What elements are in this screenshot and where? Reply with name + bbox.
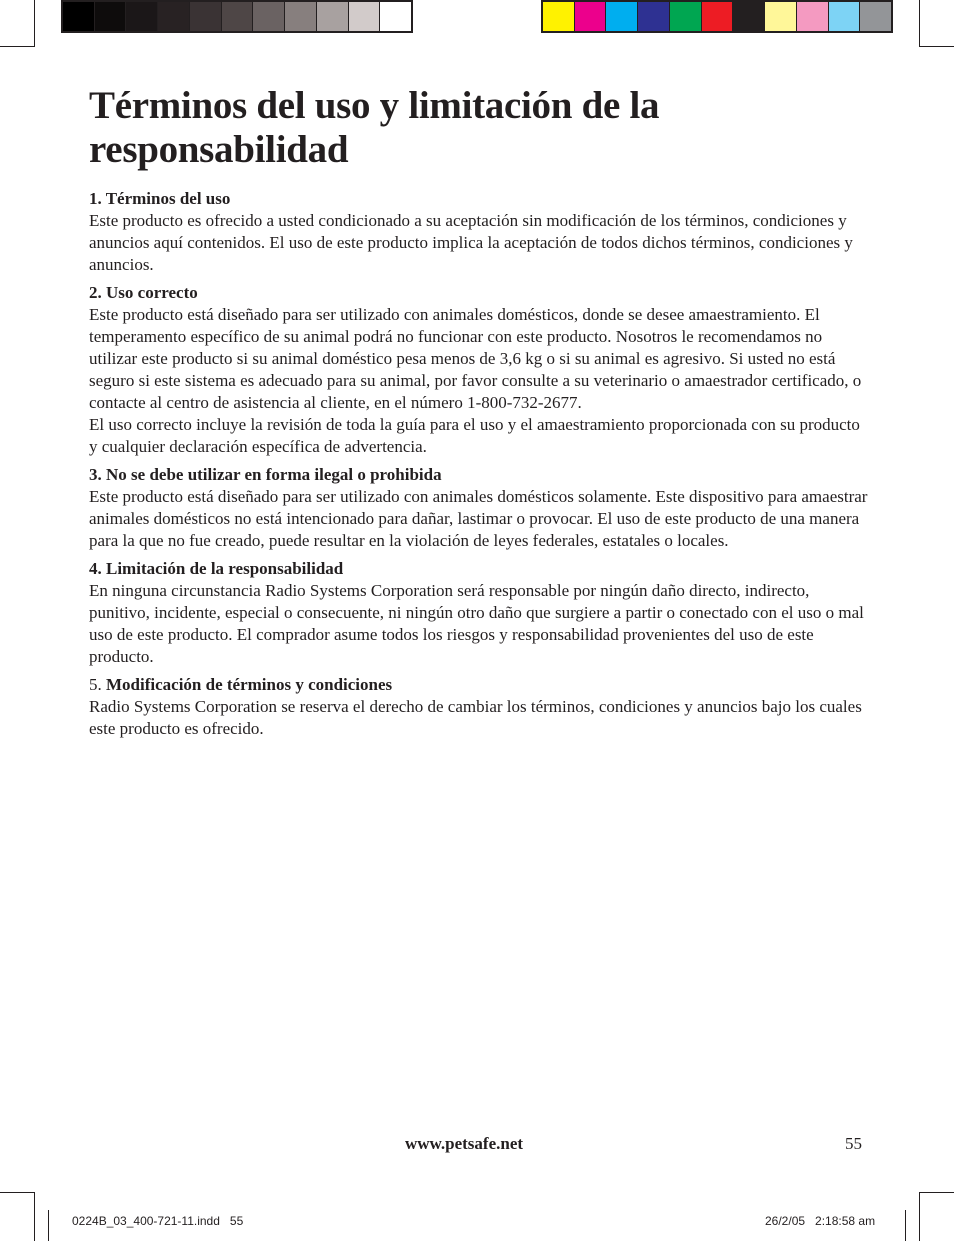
- slug-timestamp: 26/2/05 2:18:58 am: [765, 1214, 876, 1228]
- section-paragraph: Este producto está diseñado para ser utilizado con animales domésticos, donde se desee amaestramiento. El temperamento específico de su animal podrá no funcionar con este producto. Nosotros le recomendamos no utilizar este producto si su animal doméstico pesa menos de 3,6 kg o si su animal es agresivo. Si usted no está seguro si este sistema es adecuado para su animal, por favor consulte a su veterinario o amaestrador certificado, o contacte al centro de asistencia al cliente, en el número 1-800-732-2677.: [89, 305, 862, 412]
- crop-mark: [48, 1210, 49, 1241]
- section-heading-text: No se debe utilizar en forma ilegal o prohibida: [106, 465, 442, 484]
- color-swatch: [764, 2, 796, 31]
- section-heading: [89, 464, 869, 486]
- gray-swatch: [221, 2, 253, 31]
- color-swatch: [859, 2, 891, 31]
- section-heading: [89, 674, 869, 696]
- color-swatch: [732, 2, 764, 31]
- section-number: 1.: [89, 189, 102, 208]
- section-heading-text: Términos del uso: [105, 189, 231, 208]
- section-paragraph: Este producto es ofrecido a usted condicionado a su aceptación sin modificación de los términos, condiciones y anuncios aquí contenidos. El uso de este producto implica la aceptación de todos dichos términos, condiciones y anuncios.: [89, 211, 853, 274]
- color-swatch: [637, 2, 669, 31]
- section-heading-text: Uso correcto: [106, 283, 198, 302]
- section-paragraph: El uso correcto incluye la revisión de toda la guía para el uso y el amaestramiento proporcionada con su producto y cualquier declaración específica de advertencia.: [89, 415, 860, 456]
- section-heading: [89, 282, 869, 304]
- section-heading: [89, 188, 869, 210]
- gray-swatch: [252, 2, 284, 31]
- gray-swatch: [94, 2, 126, 31]
- gray-swatch: [284, 2, 316, 31]
- section-paragraph: En ninguna circunstancia Radio Systems Corporation será responsable por ningún daño directo, indirecto, punitivo, incidente, especial o consecuente, ni ningún otro daño que surgiere a partir o conectado con el uso o mal uso de este producto. El comprador asume todos los riesgos y responsabilidad provenientes del uso de este producto.: [89, 581, 864, 666]
- section: [89, 464, 869, 552]
- color-calibration-bar: [541, 0, 893, 33]
- crop-mark: [919, 0, 920, 47]
- color-swatch: [543, 2, 574, 31]
- crop-mark: [905, 1210, 906, 1241]
- section: [89, 558, 869, 668]
- color-swatch: [605, 2, 637, 31]
- section-heading-text: Limitación de la responsabilidad: [106, 559, 344, 578]
- section: [89, 282, 869, 458]
- section-number: 4.: [89, 559, 102, 578]
- section: [89, 188, 869, 276]
- gray-swatch: [379, 2, 411, 31]
- section-number: 5.: [89, 675, 102, 694]
- color-swatch: [669, 2, 701, 31]
- crop-mark: [919, 1192, 920, 1241]
- section-number: 3.: [89, 465, 102, 484]
- grayscale-calibration-bar: [61, 0, 413, 33]
- document-body: [89, 84, 869, 746]
- footer-url: www.petsafe.net: [405, 1134, 524, 1153]
- section-heading-text: Modificación de términos y condiciones: [106, 675, 393, 694]
- page-title: Términos del uso y limitación de la responsabilidad: [89, 84, 660, 171]
- sections: [89, 188, 869, 740]
- page-number: 55: [845, 1134, 862, 1153]
- section-number: 2.: [89, 283, 102, 302]
- gray-swatch: [348, 2, 380, 31]
- color-swatch: [574, 2, 606, 31]
- color-swatch: [701, 2, 733, 31]
- gray-swatch: [189, 2, 221, 31]
- section-paragraph: Este producto está diseñado para ser utilizado con animales domésticos solamente. Este dispositivo para amaestrar animales domésticos no está intencionado para dañar, lastimar o provocar. El uso de este producto de una manera para la que no fue creado, puede resultar en la violación de leyes federales, estatales o locales.: [89, 487, 868, 550]
- crop-mark: [0, 46, 34, 47]
- crop-mark: [34, 0, 35, 47]
- crop-mark: [920, 46, 954, 47]
- gray-swatch: [125, 2, 157, 31]
- section-paragraph: Radio Systems Corporation se reserva el derecho de cambiar los términos, condiciones y anuncios bajo los cuales este producto es ofrecido.: [89, 697, 862, 738]
- color-swatch: [796, 2, 828, 31]
- slug-filename: 0224B_03_400-721-11.indd 55: [72, 1214, 244, 1228]
- gray-swatch: [316, 2, 348, 31]
- color-swatch: [828, 2, 860, 31]
- crop-mark: [34, 1192, 35, 1241]
- crop-mark: [0, 1192, 34, 1193]
- crop-mark: [920, 1192, 954, 1193]
- gray-swatch: [63, 2, 94, 31]
- gray-swatch: [157, 2, 189, 31]
- section-heading: [89, 558, 869, 580]
- section: [89, 674, 869, 740]
